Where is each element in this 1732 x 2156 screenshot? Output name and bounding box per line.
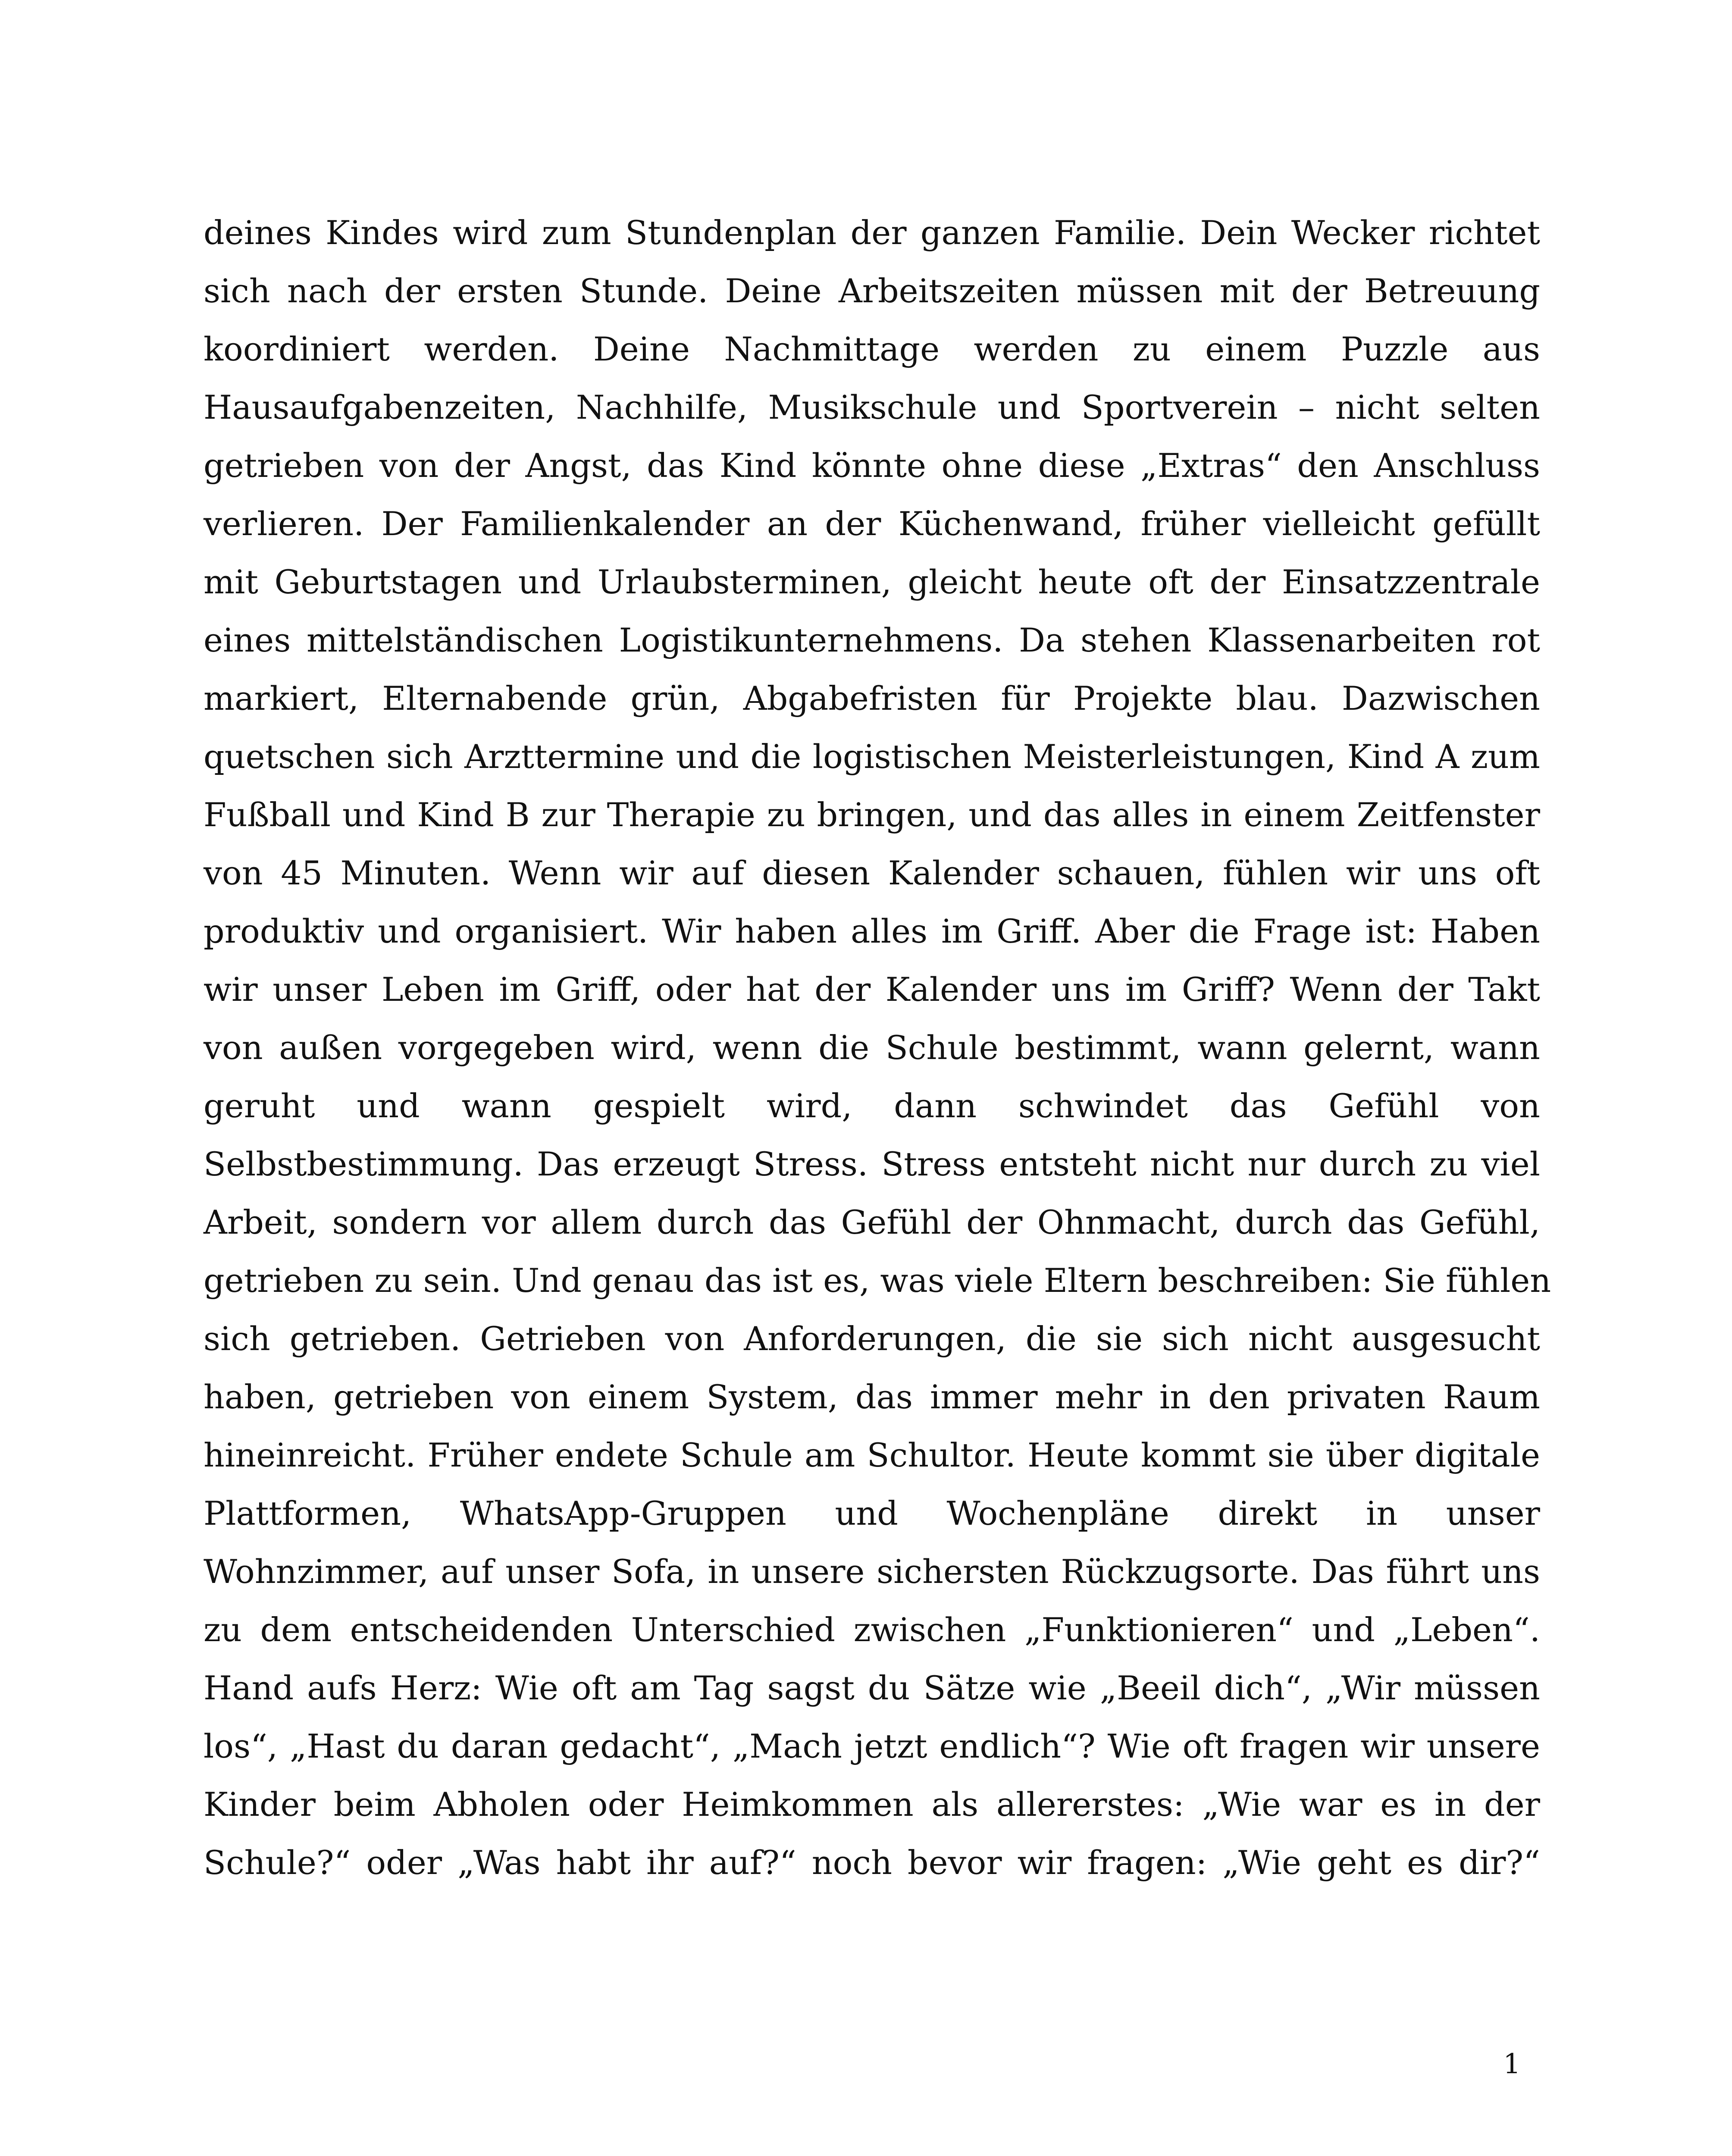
text-line: haben, getrieben von einem System, das immer mehr in den privaten Raum [204,1378,1540,1416]
text-line: geruht und wann gespielt wird, dann schwindet das Gefühl von [204,1087,1540,1125]
text-line: getrieben von der Angst, das Kind könnte ohne diese „Extras“ den Anschluss [204,446,1540,485]
text-line: getrieben zu sein. Und genau das ist es, was viele Eltern beschreiben: Sie fühlen [204,1261,1551,1300]
text-line: mit Geburtstagen und Urlaubsterminen, gleicht heute oft der Einsatzzentrale [204,563,1540,601]
text-line: Kinder beim Abholen oder Heimkommen als allererstes: „Wie war es in der [204,1785,1540,1824]
text-line: sich getrieben. Getrieben von Anforderungen, die sie sich nicht ausgesucht [204,1319,1540,1358]
text-line: quetschen sich Arzttermine und die logistischen Meisterleistungen, Kind A zum [204,737,1540,776]
text-line: verlieren. Der Familienkalender an der Küchenwand, früher vielleicht gefüllt [204,505,1540,543]
text-line: Arbeit, sondern vor allem durch das Gefühl der Ohnmacht, durch das Gefühl, [204,1203,1540,1241]
text-line: Hand aufs Herz: Wie oft am Tag sagst du Sätze wie „Beeil dich“, „Wir müssen [204,1669,1540,1707]
text-line: Wohnzimmer, auf unser Sofa, in unsere sichersten Rückzugsorte. Das führt uns [204,1552,1540,1591]
text-line: sich nach der ersten Stunde. Deine Arbeitszeiten müssen mit der Betreuung [204,272,1540,310]
text-line: hineinreicht. Früher endete Schule am Schultor. Heute kommt sie über digitale [204,1436,1540,1474]
page-number: 1 [1503,2048,1521,2080]
body-text [204,204,1551,1892]
text-line: zu dem entscheidenden Unterschied zwischen „Funktionieren“ und „Leben“. [204,1611,1540,1649]
text-line: von 45 Minuten. Wenn wir auf diesen Kalender schauen, fühlen wir uns oft [204,854,1540,892]
text-line: markiert, Elternabende grün, Abgabefristen für Projekte blau. Dazwischen [204,679,1540,718]
text-line: von außen vorgegeben wird, wenn die Schule bestimmt, wann gelernt, wann [204,1028,1540,1067]
text-line: Fußball und Kind B zur Therapie zu bringen, und das alles in einem Zeitfenster [204,796,1540,834]
text-line: Schule?“ oder „Was habt ihr auf?“ noch bevor wir fragen: „Wie geht es dir?“ [204,1843,1540,1882]
text-line: wir unser Leben im Griff, oder hat der Kalender uns im Griff? Wenn der Takt [204,970,1540,1009]
text-line: Selbstbestimmung. Das erzeugt Stress. Stress entsteht nicht nur durch zu viel [204,1145,1540,1183]
text-line: koordiniert werden. Deine Nachmittage werden zu einem Puzzle aus [204,330,1540,368]
text-line: produktiv und organisiert. Wir haben alles im Griff. Aber die Frage ist: Haben [204,912,1540,950]
text-line: Plattformen, WhatsApp-Gruppen und Wochenpläne direkt in unser [204,1494,1540,1532]
text-line: los“, „Hast du daran gedacht“, „Mach jetzt endlich“? Wie oft fragen wir unsere [204,1727,1540,1765]
text-line: deines Kindes wird zum Stundenplan der ganzen Familie. Dein Wecker richtet [204,213,1540,252]
text-line: eines mittelständischen Logistikunternehmens. Da stehen Klassenarbeiten rot [204,621,1540,659]
text-line: Hausaufgabenzeiten, Nachhilfe, Musikschule und Sportverein – nicht selten [204,388,1540,426]
